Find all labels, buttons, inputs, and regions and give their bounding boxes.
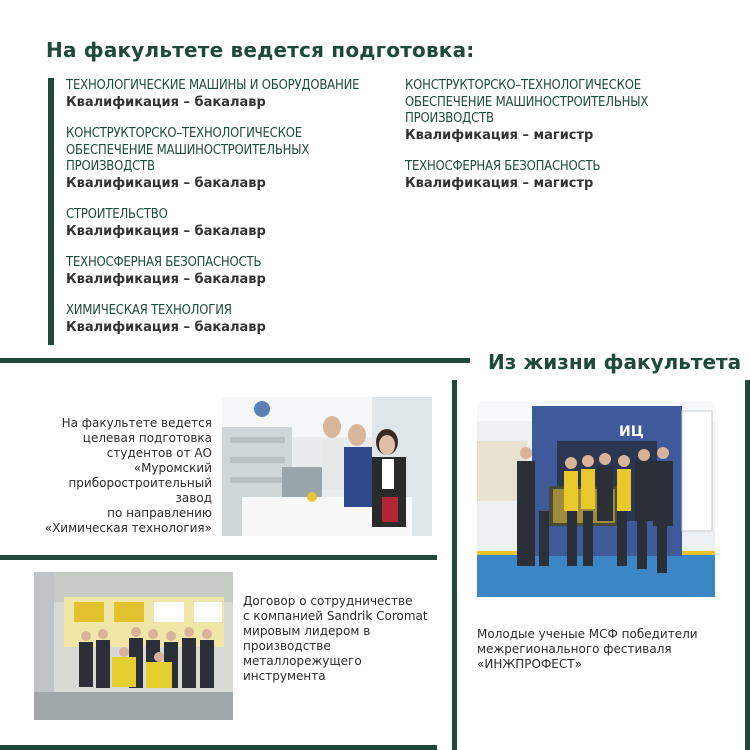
program-qualification: Квалификация – бакалавр xyxy=(66,175,266,191)
program-qualification: Квалификация – бакалавр xyxy=(66,271,266,287)
program-name: ОБЕСПЕЧЕНИЕ МАШИНОСТРОИТЕЛЬНЫХ xyxy=(66,142,310,158)
caption-line: приборостроительный завод xyxy=(68,476,212,505)
caption-line: с компанией Sandrik Coromat xyxy=(243,609,428,623)
program-item xyxy=(405,78,705,144)
programs-left-column xyxy=(66,78,396,351)
caption-line: На факультете ведется xyxy=(61,416,212,430)
caption-line: «Химическая технология» xyxy=(44,521,212,535)
life-section-title: Из жизни факультета xyxy=(488,350,742,374)
partnership-caption xyxy=(243,594,433,684)
program-qualification: Квалификация – бакалавр xyxy=(66,94,266,110)
program-item xyxy=(66,78,396,111)
program-name: ОБЕСПЕЧЕНИЕ МАШИНОСТРОИТЕЛЬНЫХ xyxy=(405,94,649,110)
program-name: ТЕХНОСФЕРНАЯ БЕЗОПАСНОСТЬ xyxy=(66,255,262,270)
right-edge-divider xyxy=(745,380,750,750)
program-qualification: Квалификация – бакалавр xyxy=(66,319,266,335)
program-item xyxy=(66,303,396,336)
programs-accent-bar xyxy=(48,78,54,345)
festival-photo xyxy=(477,401,715,597)
program-name: ТЕХНОСФЕРНАЯ БЕЗОПАСНОСТЬ xyxy=(405,159,601,174)
programs-title: На факультете ведется подготовка: xyxy=(46,38,475,62)
program-name: ХИМИЧЕСКАЯ ТЕХНОЛОГИЯ xyxy=(66,303,232,318)
program-qualification: Квалификация – магистр xyxy=(405,175,594,191)
caption-line: межрегионального фестиваля xyxy=(477,642,672,656)
programs-right-column xyxy=(405,78,705,207)
program-qualification: Квалификация – магистр xyxy=(405,127,594,143)
booth-sign: ИЦ xyxy=(619,424,644,440)
program-name: ПРОИЗВОДСТВ xyxy=(405,111,494,126)
caption-line: производстве xyxy=(243,639,331,653)
caption-line: студентов от АО «Муромский xyxy=(106,446,212,475)
partnership-photo xyxy=(34,572,233,720)
program-name: КОНСТРУКТОРСКО–ТЕХНОЛОГИЧЕСКОЕ xyxy=(405,78,641,93)
lab-caption xyxy=(40,416,212,536)
caption-line: инструмента xyxy=(243,669,326,683)
program-item xyxy=(405,159,705,192)
program-item xyxy=(66,255,396,288)
column-divider xyxy=(452,380,457,750)
program-name: КОНСТРУКТОРСКО–ТЕХНОЛОГИЧЕСКОЕ xyxy=(66,126,302,141)
caption-line: металлорежущего xyxy=(243,654,362,668)
program-name: ТЕХНОЛОГИЧЕСКИЕ МАШИНЫ И ОБОРУДОВАНИЕ xyxy=(66,78,360,93)
caption-line: Молодые ученые МСФ победители xyxy=(477,627,698,641)
program-qualification: Квалификация – бакалавр xyxy=(66,223,266,239)
section-divider xyxy=(0,555,437,560)
caption-line: мировым лидером в xyxy=(243,624,371,638)
festival-caption xyxy=(477,627,737,672)
program-item xyxy=(66,207,396,240)
caption-line: Договор о сотрудничестве xyxy=(243,594,413,608)
program-item xyxy=(66,126,396,192)
caption-line: целевая подготовка xyxy=(82,431,212,445)
caption-line: «ИНЖПРОФЕСТ» xyxy=(477,657,582,671)
program-name: СТРОИТЕЛЬСТВО xyxy=(66,207,168,222)
lab-photo xyxy=(222,397,432,536)
section-divider xyxy=(0,358,470,363)
section-divider xyxy=(0,745,437,750)
program-name: ПРОИЗВОДСТВ xyxy=(66,159,155,174)
caption-line: по направлению xyxy=(107,506,212,520)
